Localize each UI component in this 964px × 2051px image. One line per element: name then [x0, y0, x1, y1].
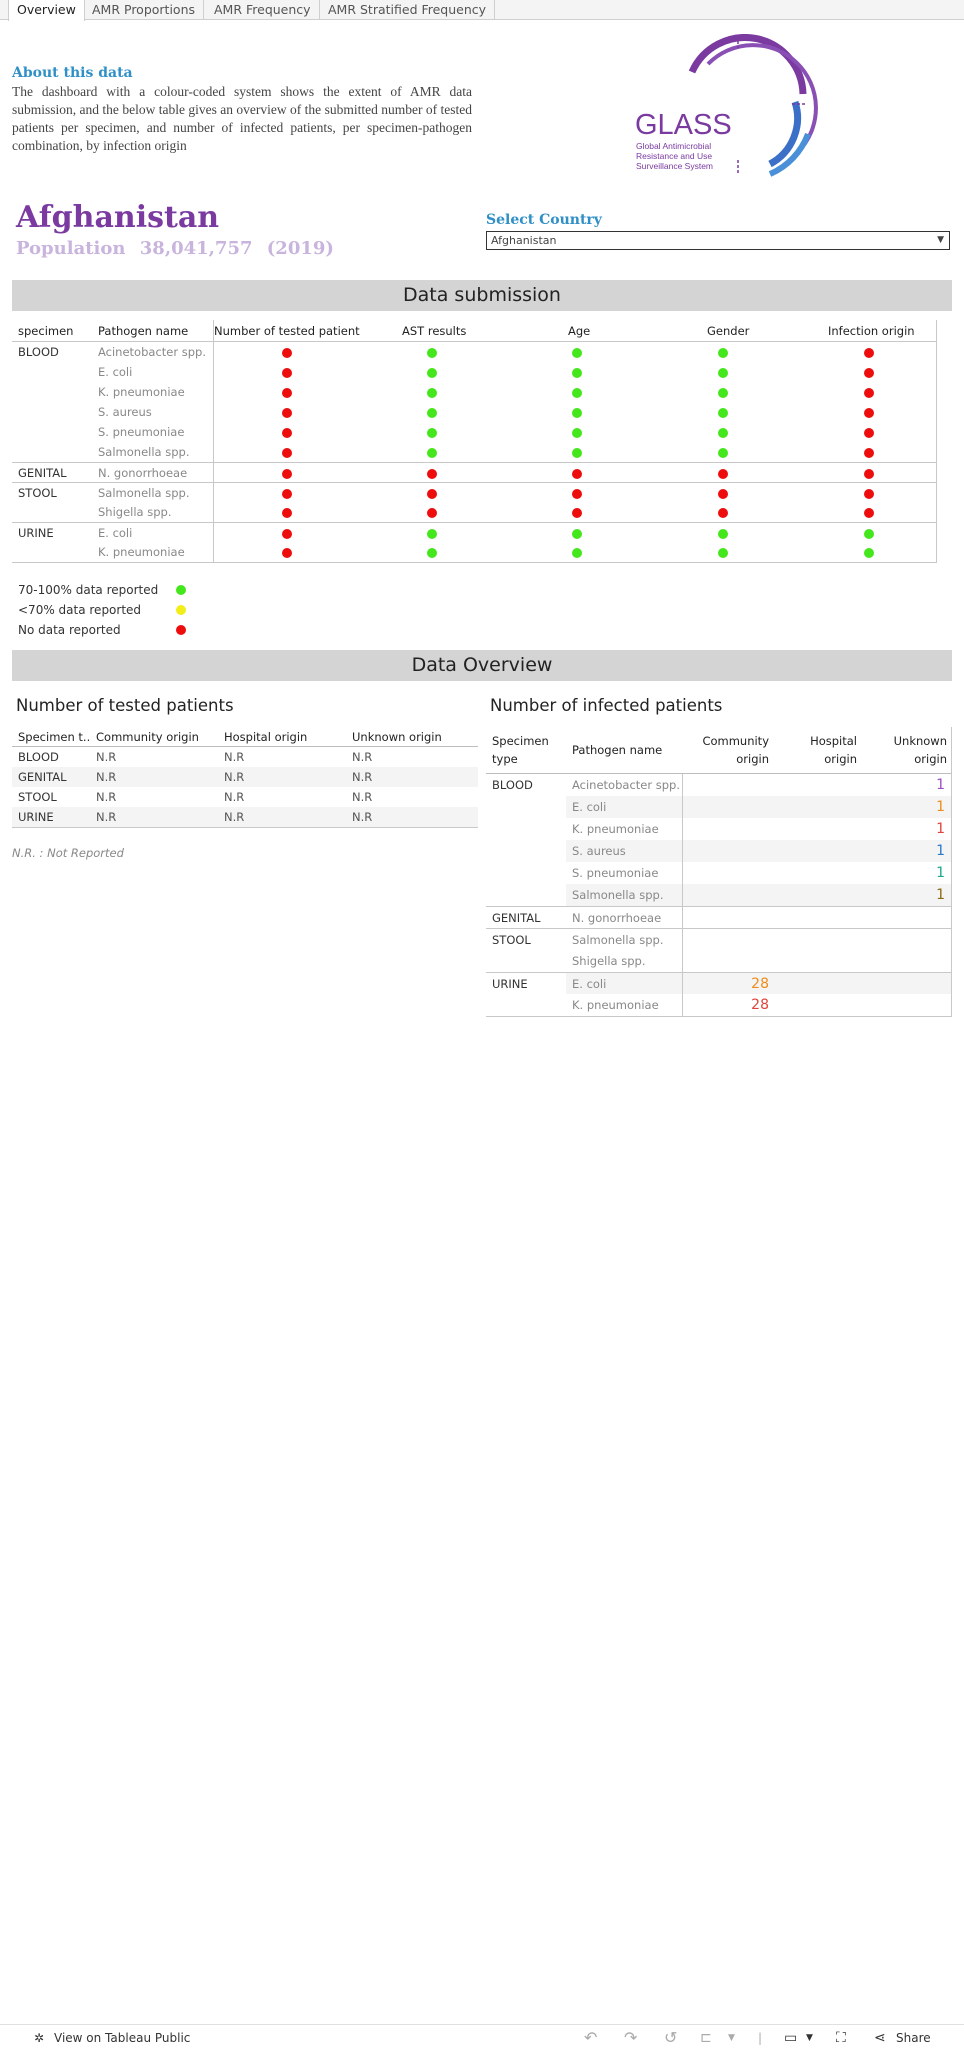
unknown-origin-value: 1	[936, 865, 945, 881]
unknown-origin-value: 1	[936, 799, 945, 815]
infected-row[interactable]	[486, 950, 951, 972]
infected-row[interactable]	[486, 796, 951, 818]
status-dot-green	[427, 408, 437, 418]
status-dot-green	[427, 388, 437, 398]
submission-header-cell: Number of tested patient	[214, 324, 360, 338]
share-button[interactable]: Share	[896, 2031, 931, 2045]
status-cell[interactable]	[794, 342, 944, 362]
logo-line-2: Resistance and Use	[636, 151, 713, 161]
status-dot-green	[718, 529, 728, 539]
status-dot-red	[864, 388, 874, 398]
status-legend	[18, 580, 198, 640]
status-cell[interactable]	[502, 523, 652, 543]
pathogen-label: Salmonella spp.	[572, 933, 664, 947]
status-cell[interactable]	[648, 342, 798, 362]
tested-header-cell: Hospital origin	[224, 730, 308, 744]
status-dot-red	[282, 508, 292, 518]
status-cell[interactable]	[212, 502, 362, 522]
status-dot-red	[864, 348, 874, 358]
status-dot-red	[718, 489, 728, 499]
share-icon[interactable]: ⋖	[874, 2030, 886, 2046]
status-cell[interactable]	[502, 502, 652, 522]
pathogen-label: Acinetobacter spp.	[98, 345, 206, 359]
submission-header-cell: Infection origin	[828, 324, 915, 338]
status-cell[interactable]	[502, 463, 652, 483]
tab-amr-proportions[interactable]: AMR Proportions	[84, 0, 204, 20]
status-dot-red	[864, 469, 874, 479]
tested-header-cell: Community origin	[96, 730, 199, 744]
status-cell[interactable]	[794, 502, 944, 522]
status-cell[interactable]	[212, 463, 362, 483]
tested-value: N.R	[96, 790, 117, 804]
country-dropdown-value: Afghanistan	[491, 234, 557, 247]
tested-value: N.R	[224, 790, 245, 804]
status-dot-red	[427, 489, 437, 499]
country-title: Afghanistan	[16, 200, 220, 235]
status-dot-red	[282, 408, 292, 418]
logo-title: GLASS	[635, 109, 732, 141]
footer-toolbar	[0, 2024, 964, 2050]
pathogen-label: Shigella spp.	[98, 505, 172, 519]
header-hospital-1: Hospital	[810, 734, 857, 748]
tested-value: N.R	[352, 770, 373, 784]
submission-row	[12, 382, 936, 402]
status-cell[interactable]	[357, 542, 507, 562]
status-cell[interactable]	[502, 542, 652, 562]
legend-item	[18, 600, 198, 620]
status-cell[interactable]	[648, 463, 798, 483]
status-cell[interactable]	[212, 542, 362, 562]
status-cell[interactable]	[794, 483, 944, 503]
unknown-origin-value: 1	[936, 843, 945, 859]
tested-value: N.R	[224, 750, 245, 764]
tested-value: N.R	[96, 810, 117, 824]
status-dot-red	[282, 428, 292, 438]
status-cell[interactable]	[794, 382, 944, 402]
status-dot-green	[572, 448, 582, 458]
submission-row	[12, 482, 936, 502]
tableau-icon[interactable]: ✲	[34, 2031, 45, 2045]
pathogen-label: Shigella spp.	[572, 954, 646, 968]
status-cell[interactable]	[794, 442, 944, 462]
population-label: Population	[16, 238, 126, 259]
status-dot-red	[282, 489, 292, 499]
pathogen-label: N. gonorrhoeae	[572, 911, 662, 925]
tested-row[interactable]	[12, 747, 478, 767]
status-dot-red	[282, 388, 292, 398]
status-dot-red	[864, 508, 874, 518]
infected-row[interactable]	[486, 906, 951, 928]
tested-value: N.R	[96, 770, 117, 784]
pathogen-label: K. pneumoniae	[572, 998, 659, 1012]
row-shade	[566, 796, 951, 818]
specimen-label: BLOOD	[18, 345, 59, 359]
pathogen-label: E. coli	[572, 977, 607, 991]
specimen-label: STOOL	[18, 486, 57, 500]
submission-header-cell: Gender	[707, 324, 750, 338]
submission-row	[12, 402, 936, 422]
submission-header-cell: Age	[568, 324, 591, 338]
unknown-origin-value: 1	[936, 777, 945, 793]
population-year: (2019)	[266, 238, 334, 259]
specimen-label: BLOOD	[492, 778, 533, 792]
submission-row	[12, 542, 936, 562]
pathogen-label: S. aureus	[98, 405, 152, 419]
status-cell[interactable]	[357, 382, 507, 402]
redo-icon[interactable]: ↷	[624, 2028, 638, 2047]
legend-dot-yellow	[176, 605, 186, 615]
specimen-label: STOOL	[492, 933, 531, 947]
status-cell[interactable]	[794, 422, 944, 442]
status-dot-red	[864, 408, 874, 418]
status-cell[interactable]	[648, 442, 798, 462]
submission-row	[12, 462, 936, 482]
legend-label: No data reported	[18, 623, 121, 637]
specimen-label: GENITAL	[492, 911, 541, 925]
legend-label: 70-100% data reported	[18, 583, 159, 597]
status-dot-green	[572, 408, 582, 418]
status-dot-red	[282, 368, 292, 378]
status-cell[interactable]	[212, 362, 362, 382]
status-cell[interactable]	[648, 382, 798, 402]
infected-row[interactable]	[486, 774, 951, 796]
status-dot-green	[572, 548, 582, 558]
specimen-label: GENITAL	[18, 770, 67, 784]
pathogen-label: S. aureus	[572, 844, 626, 858]
status-dot-red	[864, 368, 874, 378]
revert-icon[interactable]: ↺	[664, 2028, 678, 2047]
status-cell[interactable]	[648, 362, 798, 382]
tested-patients-title: Number of tested patients	[16, 696, 234, 715]
status-cell[interactable]	[212, 483, 362, 503]
status-cell[interactable]	[212, 402, 362, 422]
tested-patients-table	[12, 727, 478, 828]
header-pathogen-name: Pathogen name	[572, 743, 663, 757]
pathogen-label: K. pneumoniae	[98, 545, 185, 559]
infected-row[interactable]	[486, 994, 951, 1016]
header-community-1: Community	[702, 734, 769, 748]
glass-logo	[620, 34, 820, 184]
submission-row	[12, 522, 936, 542]
pathogen-label: E. coli	[572, 800, 607, 814]
data-overview-banner: Data Overview	[12, 650, 952, 681]
not-reported-note: N.R. : Not Reported	[12, 846, 124, 860]
status-dot-green	[572, 368, 582, 378]
status-dot-red	[427, 508, 437, 518]
status-dot-green	[427, 548, 437, 558]
status-dot-red	[282, 448, 292, 458]
tested-header-row	[12, 727, 478, 747]
status-cell[interactable]	[357, 402, 507, 422]
community-origin-value: 28	[751, 976, 769, 992]
status-dot-red	[572, 469, 582, 479]
status-cell[interactable]	[357, 342, 507, 362]
status-dot-red	[282, 348, 292, 358]
specimen-label: URINE	[18, 526, 54, 540]
status-dot-green	[427, 529, 437, 539]
toolbar-divider: |	[758, 2031, 763, 2045]
unknown-origin-value: 1	[936, 821, 945, 837]
status-dot-green	[864, 548, 874, 558]
submission-row	[12, 342, 936, 362]
tested-row[interactable]	[12, 807, 478, 827]
undo-icon[interactable]: ↶	[584, 2028, 598, 2047]
infected-row[interactable]	[486, 972, 951, 994]
legend-dot-green	[176, 585, 186, 595]
status-cell[interactable]	[648, 483, 798, 503]
header-unknown-1: Unknown	[893, 734, 947, 748]
pathogen-label: Salmonella spp.	[98, 486, 190, 500]
status-dot-green	[718, 428, 728, 438]
legend-item	[18, 580, 198, 600]
status-dot-green	[718, 408, 728, 418]
population-value: 38,041,757	[139, 238, 253, 259]
status-dot-green	[718, 388, 728, 398]
status-dot-green	[718, 548, 728, 558]
chevron-down-icon[interactable]: ▼	[806, 2033, 813, 2043]
data-submission-table	[12, 320, 937, 563]
legend-label: <70% data reported	[18, 603, 142, 617]
status-dot-red	[718, 508, 728, 518]
status-cell[interactable]	[357, 422, 507, 442]
community-origin-value: 28	[751, 997, 769, 1013]
status-dot-green	[718, 368, 728, 378]
submission-row	[12, 422, 936, 442]
tested-value: N.R	[352, 790, 373, 804]
table-divider	[682, 774, 683, 1016]
pathogen-label: E. coli	[98, 365, 133, 379]
logo-line-3: Surveillance System	[636, 161, 714, 171]
infected-row[interactable]	[486, 840, 951, 862]
tab-amr-stratified-frequency[interactable]: AMR Stratified Frequency	[320, 0, 495, 20]
infected-patients-table	[486, 727, 952, 1017]
about-title: About this data	[12, 65, 133, 81]
pathogen-label: N. gonorrhoeae	[98, 466, 188, 480]
pathogen-label: E. coli	[98, 526, 133, 540]
status-cell[interactable]	[794, 523, 944, 543]
status-dot-green	[427, 348, 437, 358]
status-cell[interactable]	[212, 442, 362, 462]
status-cell[interactable]	[502, 342, 652, 362]
tested-value: N.R	[352, 750, 373, 764]
pathogen-label: K. pneumoniae	[572, 822, 659, 836]
tab-overview[interactable]: Overview	[8, 0, 85, 21]
submission-row	[12, 442, 936, 462]
status-dot-red	[864, 448, 874, 458]
status-dot-red	[572, 508, 582, 518]
status-cell[interactable]	[502, 442, 652, 462]
infected-row[interactable]	[486, 818, 951, 840]
specimen-label: GENITAL	[18, 466, 67, 480]
status-cell[interactable]	[357, 523, 507, 543]
status-cell[interactable]	[212, 523, 362, 543]
tested-header-cell: Specimen t..	[18, 730, 91, 744]
chevron-down-icon[interactable]: ▼	[937, 235, 944, 245]
status-dot-green	[718, 448, 728, 458]
status-dot-red	[282, 548, 292, 558]
infected-table-header	[486, 727, 951, 774]
fullscreen-icon[interactable]: ⛶	[836, 2030, 846, 2046]
status-dot-red	[572, 489, 582, 499]
status-cell[interactable]	[502, 483, 652, 503]
status-cell[interactable]	[212, 342, 362, 362]
pathogen-label: S. pneumoniae	[98, 425, 185, 439]
submission-row	[12, 502, 936, 522]
status-cell[interactable]	[357, 362, 507, 382]
specimen-label: URINE	[492, 977, 528, 991]
status-cell[interactable]	[648, 523, 798, 543]
status-cell[interactable]	[794, 542, 944, 562]
status-cell[interactable]	[648, 402, 798, 422]
status-dot-green	[572, 529, 582, 539]
status-cell[interactable]	[502, 422, 652, 442]
status-cell[interactable]	[502, 382, 652, 402]
header-specimen-type-2: type	[492, 752, 518, 766]
specimen-label: BLOOD	[18, 750, 59, 764]
status-cell[interactable]	[794, 402, 944, 422]
infected-patients-title: Number of infected patients	[490, 696, 723, 715]
submission-header-row	[12, 320, 936, 342]
status-dot-red	[282, 469, 292, 479]
status-cell[interactable]	[212, 382, 362, 402]
header-unknown-2: origin	[914, 752, 947, 766]
status-dot-green	[572, 348, 582, 358]
status-dot-green	[864, 529, 874, 539]
population-line	[16, 238, 342, 259]
submission-header-cell: AST results	[402, 324, 467, 338]
infected-row[interactable]	[486, 884, 951, 906]
infected-row[interactable]	[486, 928, 951, 950]
country-dropdown[interactable]	[486, 231, 950, 250]
tested-value: N.R	[352, 810, 373, 824]
legend-dot-red	[176, 625, 186, 635]
status-cell[interactable]	[794, 362, 944, 382]
data-submission-banner: Data submission	[12, 280, 952, 311]
chevron-down-icon[interactable]: ▼	[728, 2033, 735, 2043]
status-cell[interactable]	[648, 502, 798, 522]
pathogen-label: Acinetobacter spp.	[572, 778, 680, 792]
tab-bar	[0, 0, 964, 20]
status-cell[interactable]	[648, 422, 798, 442]
status-dot-green	[572, 428, 582, 438]
submission-header-cell: specimen	[18, 324, 74, 338]
pathogen-label: K. pneumoniae	[98, 385, 185, 399]
comment-icon[interactable]: ▭	[784, 2030, 798, 2046]
status-dot-green	[572, 388, 582, 398]
status-cell[interactable]	[794, 463, 944, 483]
tested-row[interactable]	[12, 767, 478, 787]
specimen-label: URINE	[18, 810, 54, 824]
status-dot-green	[427, 448, 437, 458]
pathogen-label: Salmonella spp.	[98, 445, 190, 459]
status-dot-red	[718, 469, 728, 479]
submission-row	[12, 362, 936, 382]
status-cell[interactable]	[502, 362, 652, 382]
header-hospital-2: origin	[824, 752, 857, 766]
about-text: The dashboard with a colour-coded system shows the extent of AMR data submission, and the below table gives an overview of the submitted number of tested patients per specimen, and number of infected patients, per specimen-pathogen combination, by infection origin	[12, 84, 472, 153]
pathogen-label: S. pneumoniae	[572, 866, 659, 880]
tested-value: N.R	[224, 770, 245, 784]
status-cell[interactable]	[648, 542, 798, 562]
tested-header-cell: Unknown origin	[352, 730, 442, 744]
status-dot-red	[282, 529, 292, 539]
infected-row[interactable]	[486, 862, 951, 884]
status-dot-green	[718, 348, 728, 358]
tab-amr-frequency[interactable]: AMR Frequency	[206, 0, 320, 20]
table-divider	[213, 320, 214, 562]
status-dot-red	[864, 489, 874, 499]
header-specimen-type-1: Specimen	[492, 734, 549, 748]
status-cell[interactable]	[357, 483, 507, 503]
legend-item	[18, 620, 198, 640]
tested-row[interactable]	[12, 787, 478, 807]
pause-icon[interactable]: ⊏	[700, 2030, 712, 2046]
status-dot-red	[427, 469, 437, 479]
header-community-2: origin	[736, 752, 769, 766]
unknown-origin-value: 1	[936, 887, 945, 903]
status-cell[interactable]	[357, 502, 507, 522]
status-cell[interactable]	[357, 442, 507, 462]
status-dot-green	[427, 428, 437, 438]
view-on-tableau-link[interactable]: View on Tableau Public	[54, 2031, 191, 2045]
logo-line-1: Global Antimicrobial	[636, 141, 712, 151]
submission-header-cell: Pathogen name	[98, 324, 189, 338]
status-cell[interactable]	[212, 422, 362, 442]
status-cell[interactable]	[502, 402, 652, 422]
status-dot-green	[427, 368, 437, 378]
status-dot-red	[864, 428, 874, 438]
specimen-label: STOOL	[18, 790, 57, 804]
status-cell[interactable]	[357, 463, 507, 483]
tested-value: N.R	[96, 750, 117, 764]
pathogen-label: Salmonella spp.	[572, 888, 664, 902]
tested-value: N.R	[224, 810, 245, 824]
select-country-label: Select Country	[486, 212, 602, 228]
